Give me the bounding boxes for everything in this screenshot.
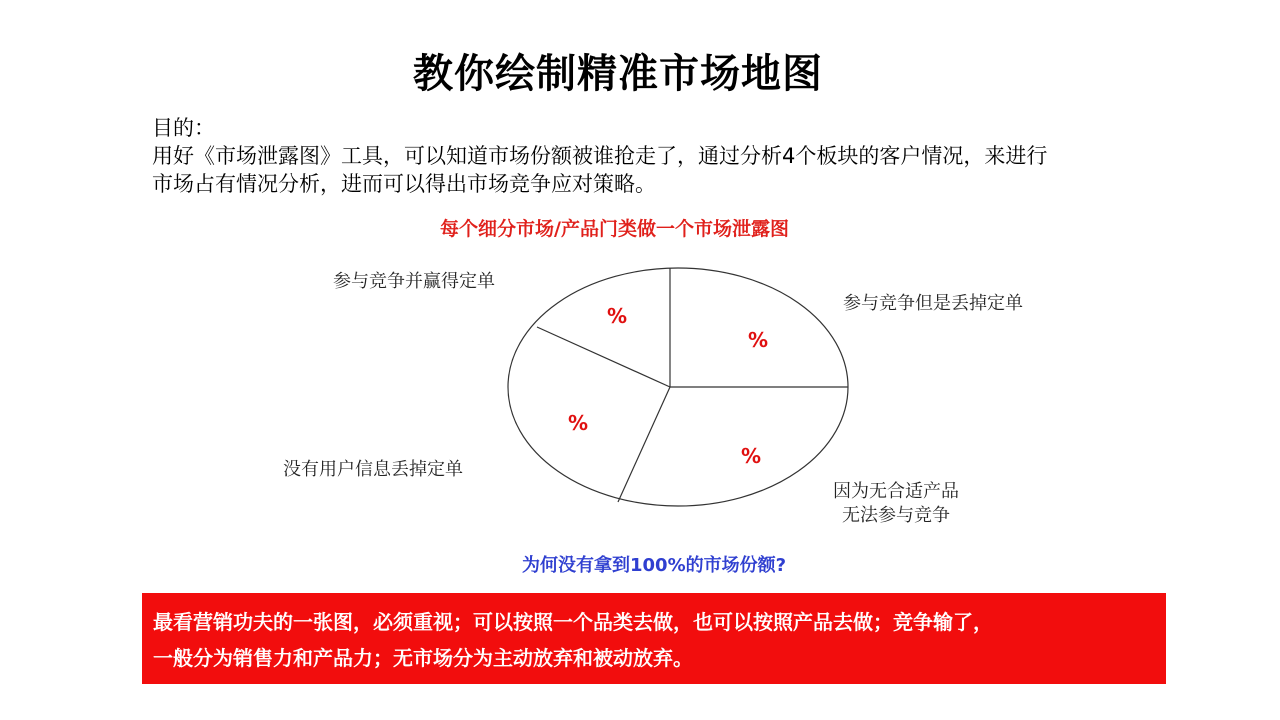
- segment-percent-lost: %: [748, 328, 769, 352]
- diagram-heading: 每个细分市场/产品门类做一个市场泄露图: [440, 218, 789, 240]
- segment-label-no-product-line-1: 因为无合适产品: [833, 481, 959, 502]
- segment-percent-no-info: %: [568, 411, 589, 435]
- diagram-question: 为何没有拿到100%的市场份额?: [522, 555, 787, 576]
- banner-line-2: 一般分为销售力和产品力；无市场分为主动放弃和被动放弃。: [153, 646, 693, 670]
- segment-label-no-product-line-2: 无法参与竞争: [842, 505, 950, 526]
- segment-percent-no-product: %: [741, 444, 762, 468]
- page-title: 教你绘制精准市场地图: [413, 51, 823, 97]
- purpose-label: 目的：: [152, 116, 215, 140]
- segment-label-no-info: 没有用户信息丢掉定单: [283, 459, 463, 480]
- summary-banner: [142, 593, 1166, 684]
- segment-percent-won: %: [607, 304, 628, 328]
- segment-label-won: 参与竞争并赢得定单: [333, 271, 495, 292]
- purpose-line-2: 市场占有情况分析，进而可以得出市场竞争应对策略。: [152, 172, 656, 196]
- segment-label-lost: 参与竞争但是丢掉定单: [843, 293, 1023, 314]
- purpose-line-1: 用好《市场泄露图》工具，可以知道市场份额被谁抢走了，通过分析4个板块的客户情况，来进行: [152, 144, 1048, 168]
- segment-label-no-product: [833, 480, 959, 528]
- banner-line-1: 最看营销功夫的一张图，必须重视；可以按照一个品类去做，也可以按照产品去做；竞争输了，: [153, 610, 993, 634]
